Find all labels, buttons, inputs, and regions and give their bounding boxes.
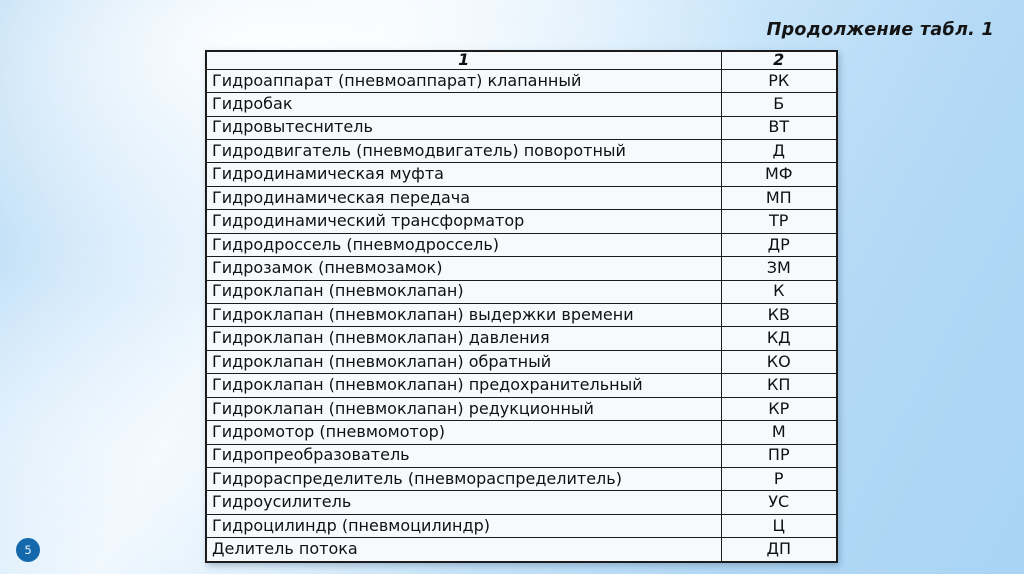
equipment-name-cell: Гидроаппарат (пневмоаппарат) клапанный (206, 69, 721, 92)
equipment-code-cell: КП (721, 374, 837, 397)
equipment-name-cell: Гидромотор (пневмомотор) (206, 421, 721, 444)
equipment-name-cell: Гидробак (206, 93, 721, 116)
codes-table (205, 50, 838, 563)
table-row (206, 210, 837, 233)
equipment-code-cell: КД (721, 327, 837, 350)
equipment-code-cell: М (721, 421, 837, 444)
table-row (206, 233, 837, 256)
table-row (206, 69, 837, 92)
table-row (206, 421, 837, 444)
equipment-name-cell: Гидродинамическая передача (206, 186, 721, 209)
equipment-code-cell: Ц (721, 514, 837, 537)
table-header-col1: 1 (206, 51, 721, 69)
table-header-col2: 2 (721, 51, 837, 69)
equipment-name-cell: Гидроклапан (пневмоклапан) выдержки времени (206, 304, 721, 327)
table-row (206, 93, 837, 116)
equipment-name-cell: Гидродроссель (пневмодроссель) (206, 233, 721, 256)
equipment-name-cell: Гидрораспределитель (пневмораспределитель) (206, 467, 721, 490)
equipment-code-cell: ДР (721, 233, 837, 256)
equipment-name-cell: Гидроусилитель (206, 491, 721, 514)
table-body (206, 69, 837, 562)
equipment-name-cell: Гидроклапан (пневмоклапан) (206, 280, 721, 303)
table-row (206, 140, 837, 163)
equipment-code-cell: Б (721, 93, 837, 116)
equipment-code-cell: Д (721, 140, 837, 163)
equipment-name-cell: Гидрозамок (пневмозамок) (206, 257, 721, 280)
equipment-code-cell: РК (721, 69, 837, 92)
equipment-code-cell: ВТ (721, 116, 837, 139)
equipment-name-cell: Гидроклапан (пневмоклапан) редукционный (206, 397, 721, 420)
table-row (206, 116, 837, 139)
equipment-name-cell: Делитель потока (206, 538, 721, 562)
equipment-name-cell: Гидродинамическая муфта (206, 163, 721, 186)
equipment-code-cell: ЗМ (721, 257, 837, 280)
equipment-code-cell: КР (721, 397, 837, 420)
equipment-name-cell: Гидродинамический трансформатор (206, 210, 721, 233)
table-row (206, 491, 837, 514)
table-row (206, 444, 837, 467)
page-number-badge (16, 538, 40, 562)
equipment-code-cell: КВ (721, 304, 837, 327)
table-row (206, 257, 837, 280)
table-row (206, 186, 837, 209)
equipment-code-cell: ТР (721, 210, 837, 233)
table-row (206, 374, 837, 397)
table-row (206, 350, 837, 373)
table-row (206, 538, 837, 562)
slide-title: Продолжение табл. 1 (766, 20, 994, 40)
table-row (206, 327, 837, 350)
equipment-code-cell: КО (721, 350, 837, 373)
equipment-name-cell: Гидроклапан (пневмоклапан) обратный (206, 350, 721, 373)
equipment-name-cell: Гидродвигатель (пневмодвигатель) поворотный (206, 140, 721, 163)
equipment-name-cell: Гидроцилиндр (пневмоцилиндр) (206, 514, 721, 537)
page-number: 5 (24, 543, 32, 557)
table-row (206, 397, 837, 420)
equipment-code-cell: МФ (721, 163, 837, 186)
table-header-row (206, 51, 837, 69)
equipment-code-cell: Р (721, 467, 837, 490)
table-row (206, 304, 837, 327)
table-row (206, 280, 837, 303)
table-row (206, 467, 837, 490)
equipment-name-cell: Гидроклапан (пневмоклапан) давления (206, 327, 721, 350)
equipment-name-cell: Гидропреобразователь (206, 444, 721, 467)
table-row (206, 514, 837, 537)
equipment-code-cell: УС (721, 491, 837, 514)
equipment-code-cell: ДП (721, 538, 837, 562)
equipment-code-cell: ПР (721, 444, 837, 467)
equipment-code-cell: К (721, 280, 837, 303)
table-head (206, 51, 837, 69)
equipment-name-cell: Гидровытеснитель (206, 116, 721, 139)
equipment-code-cell: МП (721, 186, 837, 209)
equipment-name-cell: Гидроклапан (пневмоклапан) предохранительный (206, 374, 721, 397)
table-row (206, 163, 837, 186)
